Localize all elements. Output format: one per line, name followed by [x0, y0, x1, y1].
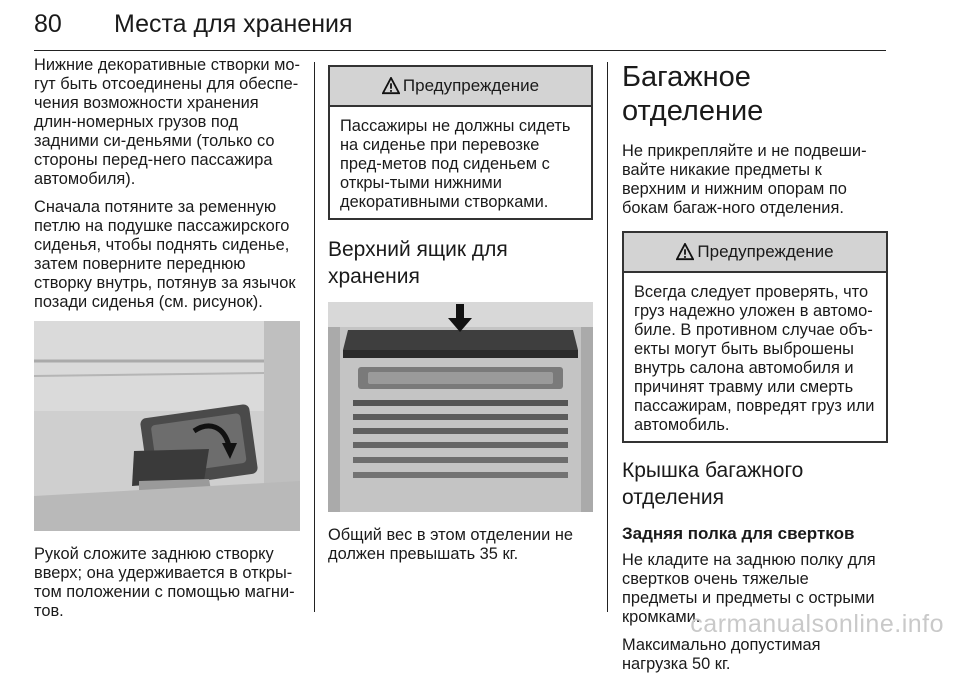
upper-storage-illustration [328, 302, 593, 512]
warning-title: Предупреждение [697, 242, 834, 261]
section-heading: Багажное отделение [622, 61, 764, 127]
watermark: carmanualsonline.info [690, 610, 944, 638]
warning-text: Пассажиры не должны сидеть на сиденье при перевозке пред-метов под сиденьем с откры-тыми нижними декоративными створками. [340, 117, 571, 211]
paragraph: Не кладите на заднюю полку для свертков очень тяжелые предметы и предметы с острыми кромками. [622, 551, 876, 626]
warning-triangle-icon [382, 77, 400, 95]
column-2 [328, 56, 593, 573]
warning-triangle-icon [676, 243, 694, 261]
page-number: 80 [34, 10, 62, 38]
section-heading: Верхний ящик для хранения [328, 238, 508, 288]
paragraph: Нижние декоративные створки мо-гут быть отсоединены для обеспе-чения возможности хранения длин-номерных грузов под задними си-деньями (только со стороны перед-него пассажира автомобиля). [34, 56, 300, 188]
paragraph: Сначала потяните за ременную петлю на подушке пассажирского сиденья, чтобы поднять сиденье, затем поверните переднюю створку внутрь, потянув за язычок позади сиденья (см. рисунок). [34, 198, 296, 311]
column-divider [314, 62, 315, 612]
page-header [34, 6, 886, 48]
paragraph: Общий вес в этом отделении не должен превышать 35 кг. [328, 526, 574, 563]
column-1 [34, 56, 300, 630]
warning-title: Предупреждение [402, 76, 540, 95]
warning-header [330, 67, 591, 107]
warning-box [328, 65, 593, 220]
warning-text: Всегда следует проверять, что груз надежно уложен в автомо-биле. В противном случае объ-екты могут быть выброшены внутрь салона автомобиля и причинят травму или смерть пассажирам, повредят груз или автомобиль. [634, 283, 875, 434]
upper-storage-figure [328, 302, 593, 512]
column-divider [607, 62, 608, 612]
section-heading: Крышка багажного отделения [622, 459, 804, 509]
seat-storage-figure [34, 321, 300, 531]
subsection-heading: Задняя полка для свертков [622, 524, 855, 543]
header-rule [34, 50, 886, 51]
warning-header [624, 233, 886, 273]
paragraph: Рукой сложите заднюю створку вверх; она удерживается в откры-том положении с помощью магни-тов. [34, 545, 295, 620]
seat-storage-illustration [34, 321, 300, 531]
warning-box [622, 231, 888, 443]
column-3 [622, 56, 888, 683]
paragraph: Максимально допустимая нагрузка 50 кг. [622, 636, 821, 673]
paragraph: Не прикрепляйте и не подвеши-вайте никакие предметы к верхним и нижним опорам по бокам багаж-ного отделения. [622, 142, 867, 217]
section-title: Места для хранения [114, 10, 353, 38]
